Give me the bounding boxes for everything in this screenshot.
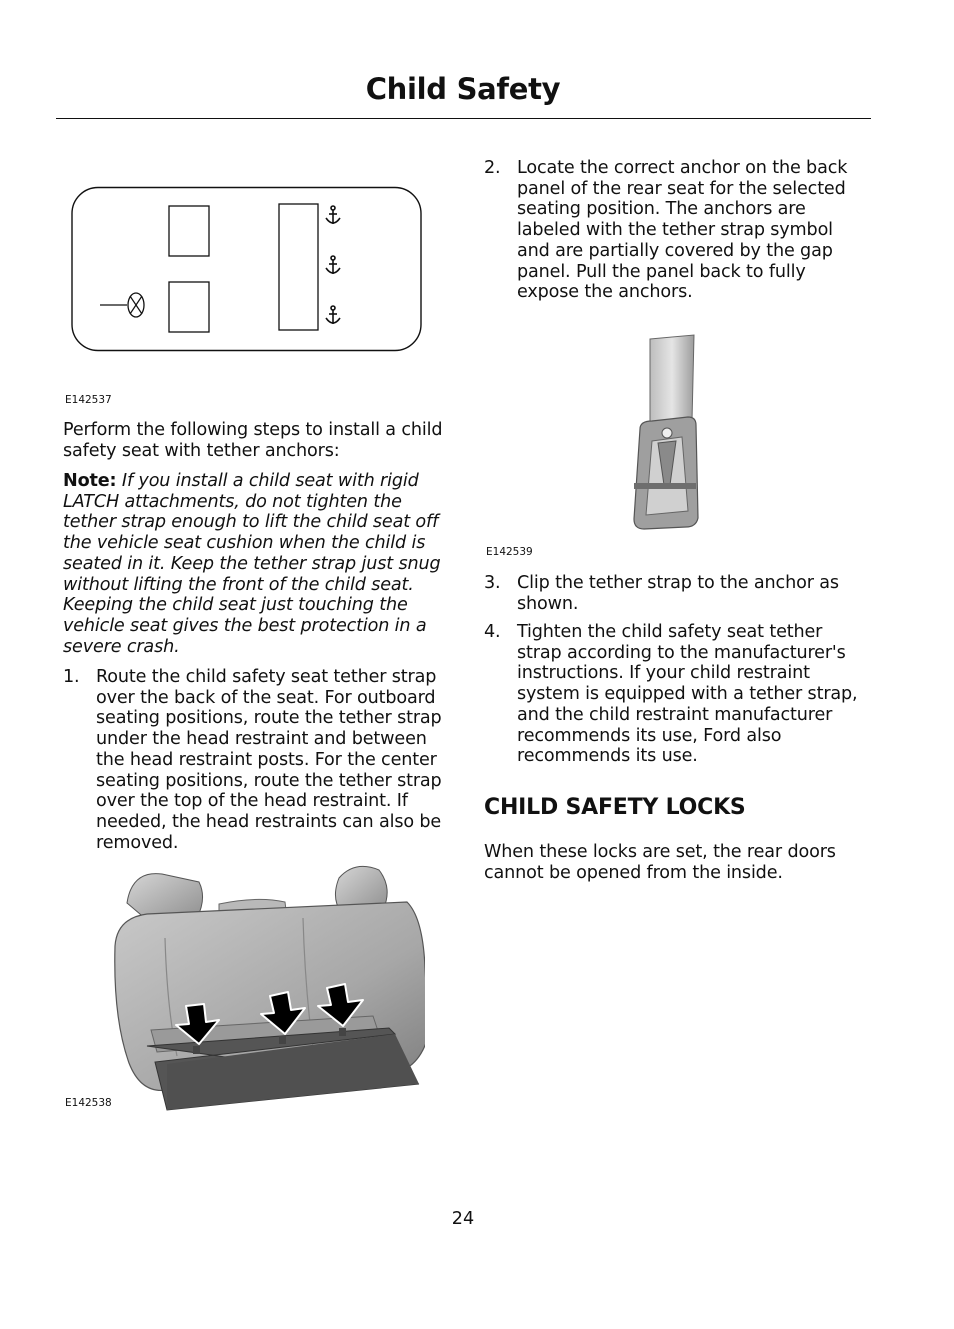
note-paragraph bbox=[63, 471, 446, 657]
step-text: Route the child safety seat tether strap over the back of the seat. For outboard seating positions, route the tether strap under the head restraint and between the head restraint posts. For the center seating positions, route the tether strap over the top of the head restraint. If needed, the head restraints can also be removed. bbox=[96, 667, 442, 853]
intro-paragraph: Perform the following steps to install a child safety seat with tether anchors: bbox=[63, 420, 443, 461]
step-4 bbox=[484, 622, 868, 772]
step-1 bbox=[63, 667, 446, 857]
section-heading: CHILD SAFETY LOCKS bbox=[484, 795, 746, 820]
note-label: Note: bbox=[63, 471, 117, 491]
anchor-location-diagram bbox=[71, 186, 423, 354]
title-rule bbox=[56, 118, 871, 119]
figure-label: E142537 bbox=[65, 394, 112, 406]
page-title: Child Safety bbox=[365, 72, 561, 106]
figure-label: E142538 bbox=[65, 1097, 112, 1109]
rear-seat-illustration bbox=[107, 858, 425, 1114]
step-number: 4. bbox=[484, 622, 501, 642]
step-3 bbox=[484, 573, 868, 617]
step-number: 1. bbox=[63, 667, 80, 687]
page-number: 24 bbox=[451, 1209, 475, 1229]
step-text: Tighten the child safety seat tether strap according to the manufacturer's instructions. If your child restraint system is equipped with a tether strap, and the child restraint manufacturer recommends its use, Ford also recommends its use. bbox=[517, 622, 858, 767]
tether-clip-illustration bbox=[630, 333, 700, 531]
step-2 bbox=[484, 158, 868, 308]
step-number: 2. bbox=[484, 158, 501, 178]
step-text: Clip the tether strap to the anchor as shown. bbox=[517, 573, 839, 614]
step-text: Locate the correct anchor on the back panel of the rear seat for the selected seating position. The anchors are labeled with the tether strap symbol and are partially covered by the gap panel. Pull the panel back to fully expose the anchors. bbox=[517, 158, 848, 303]
figure-label: E142539 bbox=[486, 546, 533, 558]
step-number: 3. bbox=[484, 573, 501, 593]
note-text: If you install a child seat with rigid LATCH attachments, do not tighten the tether strap enough to lift the child seat off the vehicle seat cushion when the child is seated in it. Keep the tether strap just snug without lifting the front of the child seat. Keeping the child seat just touching the vehicle seat gives the best protection in a severe crash. bbox=[63, 471, 441, 657]
section-paragraph: When these locks are set, the rear doors cannot be opened from the inside. bbox=[484, 842, 836, 883]
